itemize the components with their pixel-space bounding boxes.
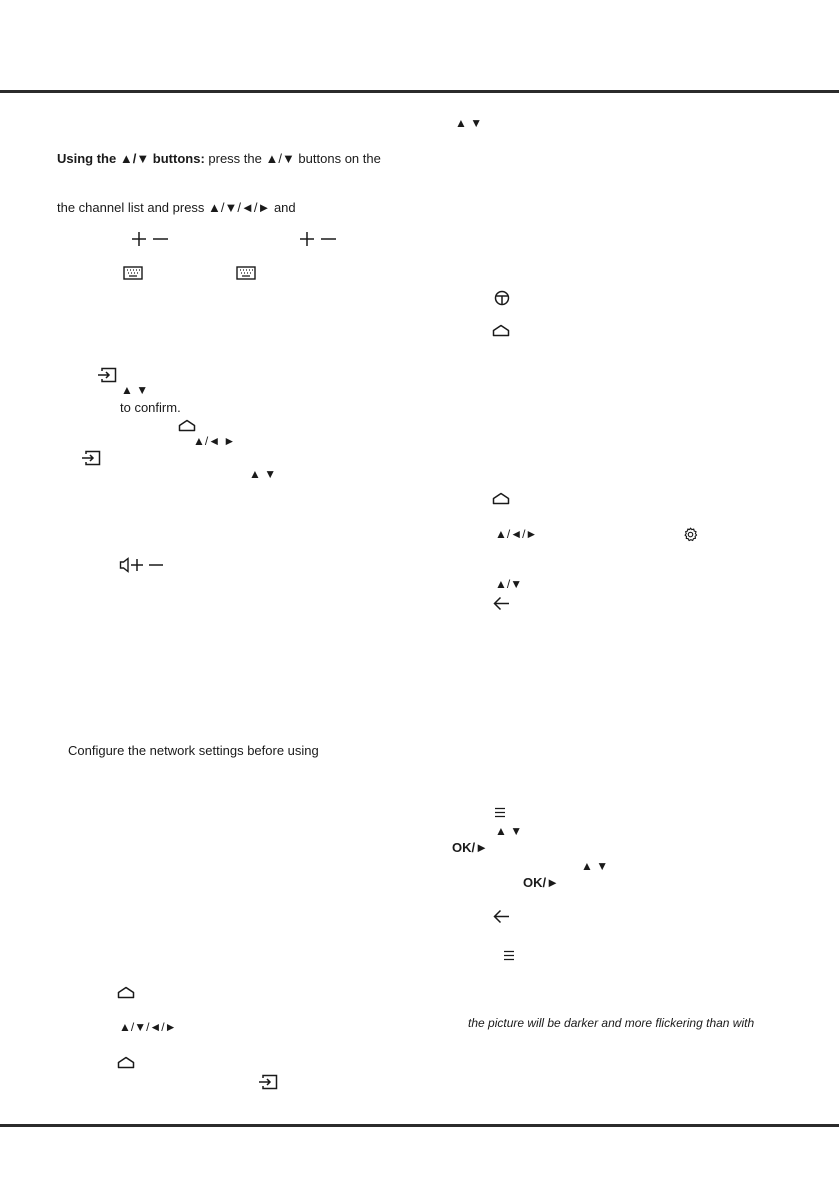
input-source-icon (97, 367, 117, 383)
home-icon (117, 1056, 135, 1069)
plus-minus-icon (299, 231, 337, 247)
plus-minus-icon (131, 231, 169, 247)
home-icon (492, 324, 510, 337)
using-buttons-bold: Using the ▲/▼ buttons: (57, 151, 205, 166)
settings-gear-icon (683, 527, 698, 542)
arrow-up-down-keys: ▲ ▼ (121, 383, 149, 397)
ok-right-key: OK/► (523, 875, 559, 890)
input-source-icon (258, 1074, 278, 1090)
arrow-up-down-keys: ▲ ▼ (581, 859, 609, 873)
input-source-icon (81, 450, 101, 466)
network-settings-line: Configure the network settings before using (68, 743, 319, 758)
bottom-rule (0, 1124, 839, 1127)
to-confirm-text: to confirm. (120, 400, 181, 415)
arrow-up-down-keys: ▲/▼ (495, 577, 523, 591)
menu-icon (503, 950, 515, 961)
arrow-up-left-right-keys: ▲/◄/► (495, 527, 538, 541)
channel-list-line: the channel list and press ▲/▼/◄/► and (57, 200, 296, 215)
home-icon (178, 419, 196, 432)
teletext-icon (494, 290, 510, 306)
keyboard-icon (236, 266, 256, 280)
arrow-up-down-keys: ▲ ▼ (495, 824, 523, 838)
using-buttons-rest: press the ▲/▼ buttons on the (204, 151, 381, 166)
arrow-up-left-right-keys: ▲/◄ ► (193, 434, 236, 448)
flicker-note-line: the picture will be darker and more flickering than with (468, 1016, 755, 1030)
menu-icon (494, 807, 506, 818)
back-arrow-icon (493, 909, 510, 924)
home-icon (117, 986, 135, 999)
arrow-four-way-keys: ▲/▼/◄/► (119, 1020, 177, 1034)
volume-plus-minus-icon (119, 557, 165, 573)
home-icon (492, 492, 510, 505)
ok-right-key: OK/► (452, 840, 488, 855)
using-buttons-line (57, 151, 381, 166)
keyboard-icon (123, 266, 143, 280)
arrow-up-down-keys: ▲ ▼ (249, 467, 277, 481)
back-arrow-icon (493, 596, 510, 611)
top-rule (0, 90, 839, 93)
arrow-up-down-keys: ▲ ▼ (455, 116, 483, 130)
